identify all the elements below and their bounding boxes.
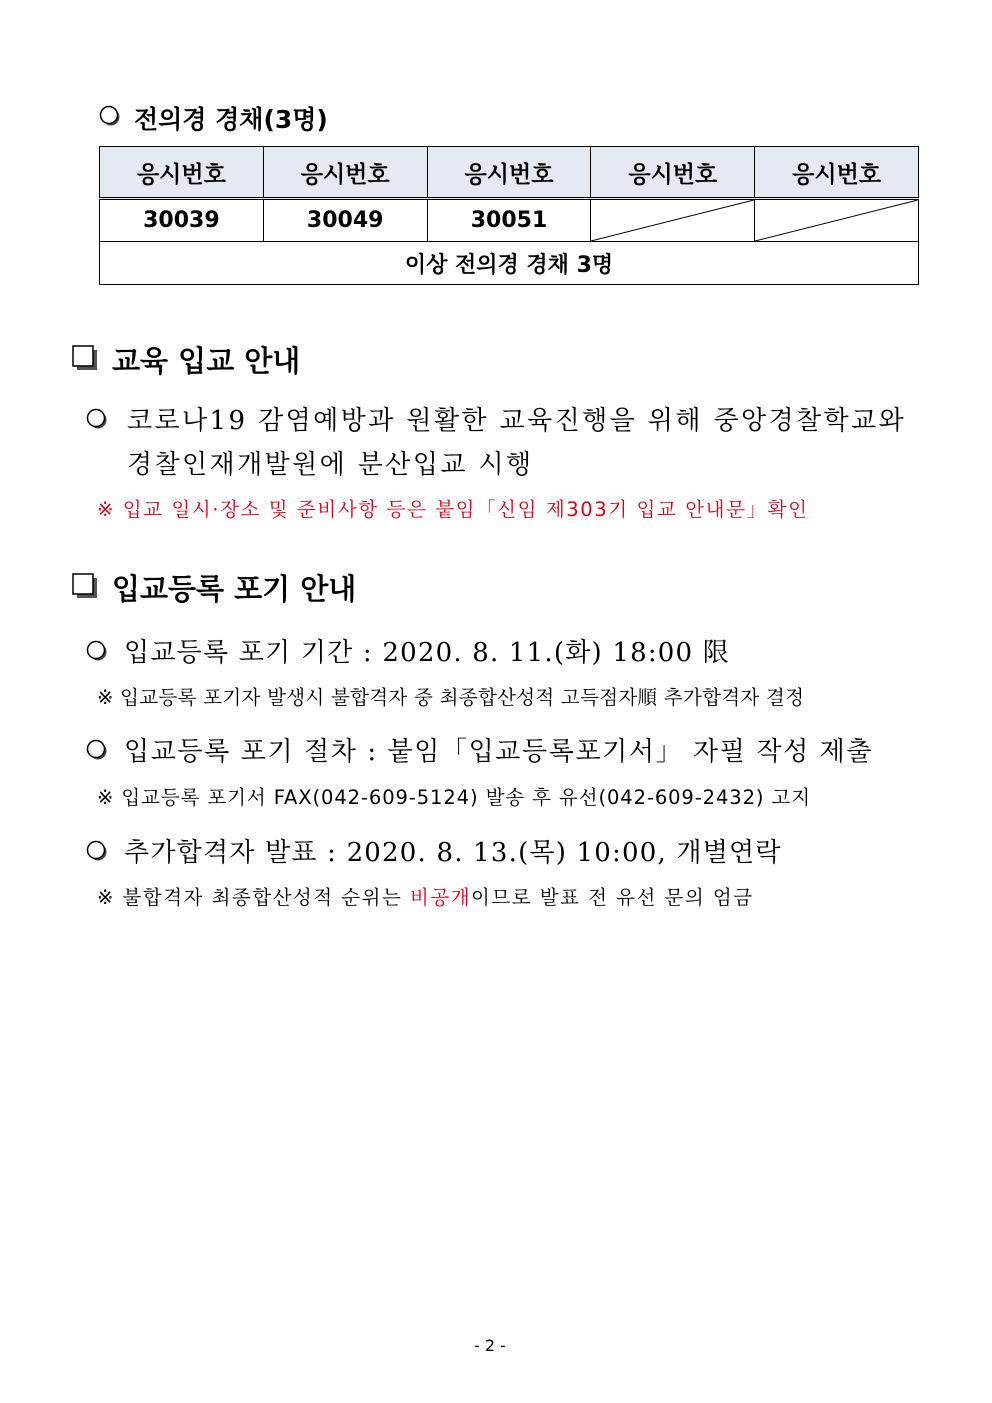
withdrawal-procedure: 입교등록 포기 절차 : 붙임「입교등록포기서」 자필 작성 제출 — [124, 737, 874, 767]
square-bullet-icon — [72, 573, 96, 597]
circle-bullet-icon — [86, 408, 106, 428]
table-value-cell: 30051 — [427, 199, 591, 242]
education-line-2: 경찰인재개발원에 분산입교 시행 — [127, 450, 534, 480]
empty-cell-slash — [591, 199, 755, 242]
square-bullet-icon — [72, 345, 96, 369]
additional-announcement: 추가합격자 발표 : 2020. 8. 13.(목) 10:00, 개별연락 — [124, 838, 782, 868]
education-heading: 교육 입교 안내 — [112, 344, 301, 378]
table-header-cell: 응시번호 — [427, 147, 591, 199]
circle-bullet-icon — [86, 739, 106, 759]
table-value-cell: 30039 — [100, 199, 264, 242]
additional-announcement-note — [97, 882, 754, 910]
education-line-1: 코로나19 감염예방과 원활한 교육진행을 위해 중앙경찰학교와 — [127, 406, 907, 436]
table-header-cell: 응시번호 — [755, 147, 919, 199]
empty-cell-slash — [755, 199, 919, 242]
applicant-number-table — [99, 146, 919, 285]
section-subtitle: 전의경 경채(3명) — [134, 105, 328, 134]
circle-bullet-icon — [86, 640, 106, 660]
table-summary-cell: 이상 전의경 경채 3명 — [100, 242, 919, 285]
table-header-cell: 응시번호 — [591, 147, 755, 199]
table-header-cell: 응시번호 — [100, 147, 264, 199]
withdrawal-period: 입교등록 포기 기간 : 2020. 8. 11.(화) 18:00 限 — [124, 638, 730, 668]
note-text: 이므로 발표 전 유선 문의 엄금 — [471, 886, 754, 909]
note-text: ※ 불합격자 최종합산성적 순위는 — [97, 886, 411, 909]
page-number: - 2 - — [474, 1336, 506, 1355]
note-red-text: 비공개 — [410, 886, 472, 909]
withdrawal-heading: 입교등록 포기 안내 — [112, 572, 357, 606]
table-value-cell: 30049 — [263, 199, 427, 242]
withdrawal-period-note: ※ 입교등록 포기자 발생시 불합격자 중 최종합산성적 고득점자順 추가합격자 결정 — [97, 686, 805, 709]
education-note: ※ 입교 일시·장소 및 준비사항 등은 붙임「신임 제303기 입교 안내문」확인 — [97, 498, 809, 521]
circle-bullet-icon — [86, 840, 106, 860]
table-header-cell: 응시번호 — [263, 147, 427, 199]
circle-bullet-icon — [99, 105, 119, 125]
withdrawal-procedure-note: ※ 입교등록 포기서 FAX(042-609-5124) 발송 후 유선(042-609-2432) 고지 — [97, 786, 811, 809]
